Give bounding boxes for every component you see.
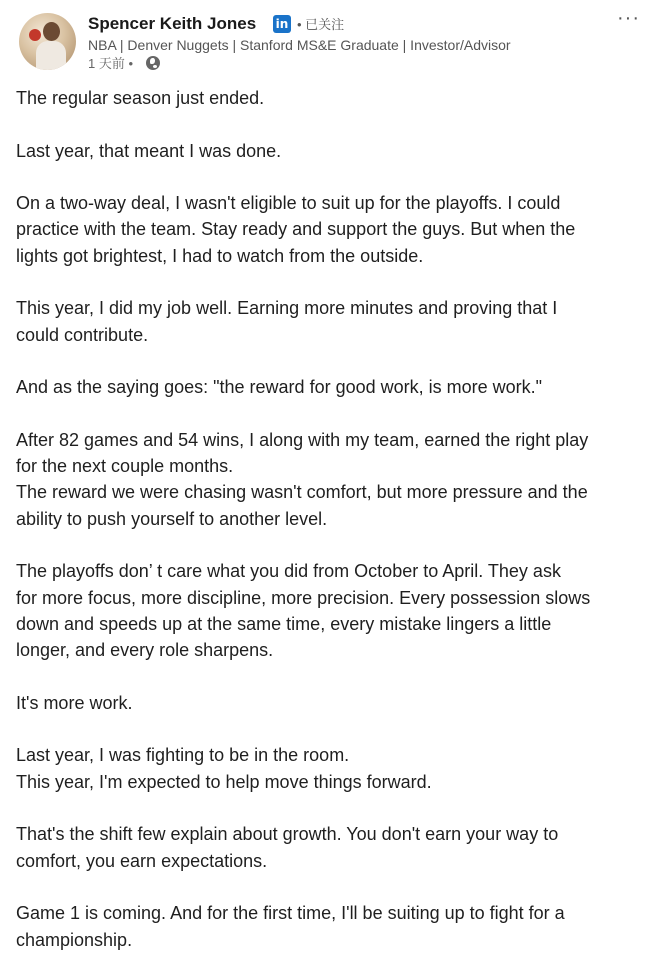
post-line: ability to push yourself to another level.	[16, 508, 328, 529]
post-paragraph	[16, 558, 646, 663]
post-paragraph	[16, 374, 646, 400]
post-line: The playoffs don’ t care what you did from October to April. They ask	[16, 561, 561, 582]
post-line: On a two-way deal, I wasn't eligible to suit up for the playoffs. I could	[16, 193, 561, 214]
author-avatar[interactable]	[19, 13, 76, 70]
post-line: comfort, you earn expectations.	[16, 850, 268, 871]
post-paragraph	[16, 690, 646, 716]
post-paragraph	[16, 85, 646, 111]
avatar-body	[36, 41, 66, 70]
post-paragraph	[16, 427, 646, 532]
author-name[interactable]: Spencer Keith Jones	[88, 14, 257, 33]
post-paragraph	[16, 821, 646, 874]
post-line: It's more work.	[16, 692, 133, 713]
post-line: down and speeds up at the same time, every mistake lingers a little	[16, 613, 552, 634]
post-body	[16, 85, 646, 953]
author-headline: NBA | Denver Nuggets | Stanford MS&E Graduate | Investor/Advisor	[88, 37, 511, 53]
post-line: championship.	[16, 929, 133, 950]
follow-status[interactable]: • 已关注	[297, 17, 345, 32]
post-paragraph	[16, 190, 646, 269]
basketball-graphic	[29, 29, 41, 41]
linkedin-icon: in	[273, 15, 291, 33]
post-line: After 82 games and 54 wins, I along with my team, earned the right play	[16, 429, 589, 450]
post-line: lights got brightest, I had to watch from the outside.	[16, 245, 424, 266]
post-line: Last year, I was fighting to be in the room.	[16, 745, 350, 766]
post-line: The reward we were chasing wasn't comfort, but more pressure and the	[16, 482, 588, 503]
post-line: could contribute.	[16, 324, 149, 345]
post-line: longer, and every role sharpens.	[16, 640, 274, 661]
more-options-icon[interactable]: ···	[617, 7, 640, 29]
post-line: Game 1 is coming. And for the first time, I'll be suiting up to fight for a	[16, 903, 565, 924]
post-timestamp: 1 天前 •	[88, 56, 134, 71]
post-line: Last year, that meant I was done.	[16, 140, 282, 161]
post-line: practice with the team. Stay ready and support the guys. But when the	[16, 219, 576, 240]
post-paragraph	[16, 138, 646, 164]
post-line: This year, I did my job well. Earning more minutes and proving that I	[16, 298, 558, 319]
post-header	[0, 0, 657, 80]
post-line: And as the saying goes: "the reward for good work, is more work."	[16, 377, 543, 398]
post-paragraph	[16, 295, 646, 348]
post-line: This year, I'm expected to help move things forward.	[16, 771, 432, 792]
post-paragraph	[16, 742, 646, 795]
post-paragraph	[16, 900, 646, 953]
globe-icon	[146, 56, 160, 70]
avatar-head	[43, 22, 60, 41]
post-line: for more focus, more discipline, more precision. Every possession slows	[16, 587, 591, 608]
post-line: That's the shift few explain about growth. You don't earn your way to	[16, 824, 559, 845]
post-line: for the next couple months.	[16, 456, 234, 477]
post-line: The regular season just ended.	[16, 88, 265, 108]
